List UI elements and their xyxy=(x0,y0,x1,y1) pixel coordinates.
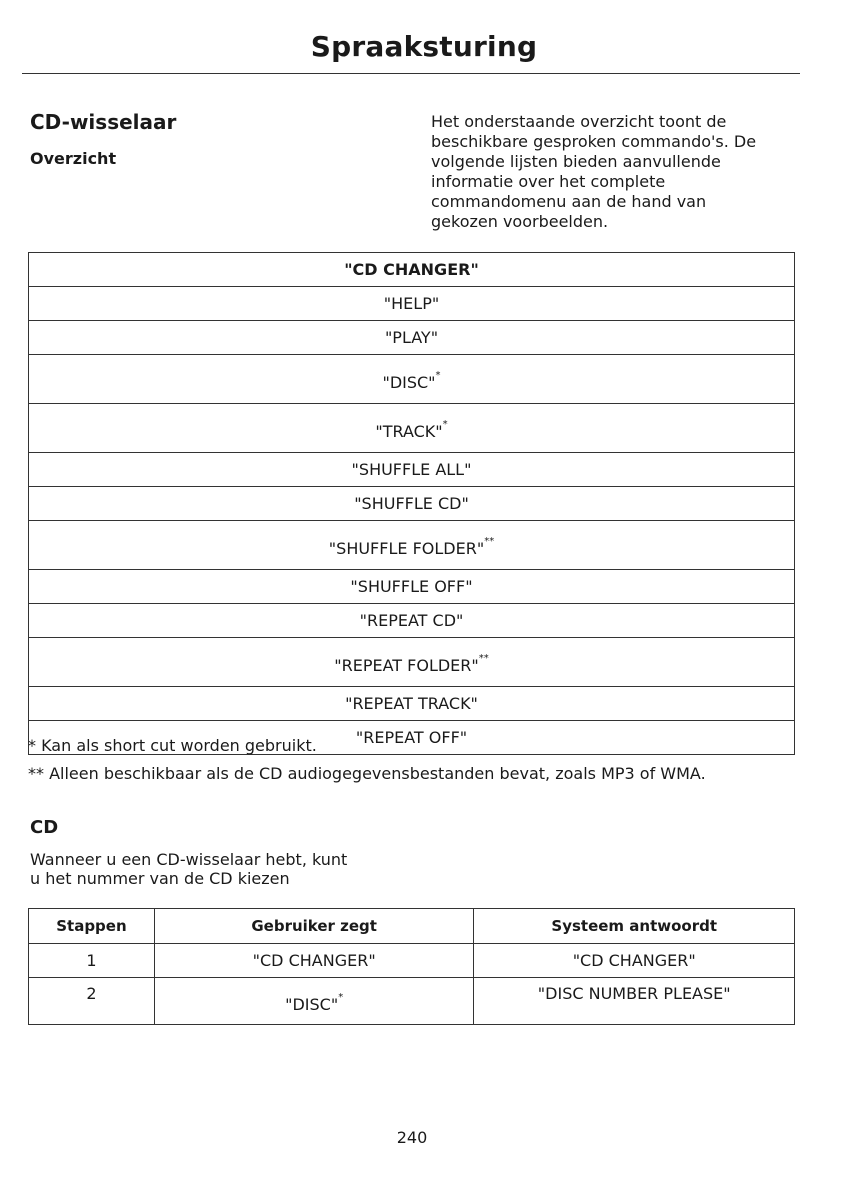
command-row xyxy=(29,570,795,604)
command-text: "PLAY" xyxy=(384,328,439,347)
command-row xyxy=(29,453,795,487)
command-table xyxy=(28,252,795,755)
command-row xyxy=(29,355,795,404)
steps-table xyxy=(28,908,795,1025)
cd-text-line: u het nummer van de CD kiezen xyxy=(30,869,290,888)
command-text: "SHUFFLE FOLDER" xyxy=(328,538,485,558)
cd-text-line: Wanneer u een CD-wisselaar hebt, kunt xyxy=(30,850,348,869)
command-footnote-mark: ** xyxy=(478,652,489,664)
steps-header-gebruiker: Gebruiker zegt xyxy=(154,909,474,944)
command-text: "REPEAT FOLDER" xyxy=(334,655,479,675)
command-table-header-row xyxy=(29,253,795,287)
page-number: 240 xyxy=(396,1128,428,1147)
command-row xyxy=(29,321,795,355)
title-divider xyxy=(22,73,800,74)
command-cell xyxy=(29,638,795,687)
cd-section-title: CD xyxy=(30,817,59,838)
system-answers: "DISC NUMBER PLEASE" xyxy=(474,978,795,1025)
command-cell xyxy=(29,570,795,604)
command-footnote-mark: ** xyxy=(484,535,495,547)
user-says xyxy=(154,944,474,978)
command-cell xyxy=(29,287,795,321)
command-row xyxy=(29,487,795,521)
command-cell xyxy=(29,487,795,521)
command-footnote-mark: * xyxy=(435,369,441,381)
command-cell xyxy=(29,453,795,487)
command-text: "REPEAT OFF" xyxy=(355,728,468,747)
user-says-mark: * xyxy=(338,991,344,1003)
command-row xyxy=(29,404,795,453)
steps-header-systeem: Systeem antwoordt xyxy=(474,909,795,944)
command-text: "REPEAT TRACK" xyxy=(345,694,478,713)
page-title: Spraaksturing xyxy=(310,30,538,63)
command-cell xyxy=(29,687,795,721)
command-text: "TRACK" xyxy=(375,421,443,441)
command-row xyxy=(29,604,795,638)
intro-line: volgende lijsten bieden aanvullende xyxy=(431,152,721,171)
command-text: "SHUFFLE OFF" xyxy=(350,577,473,596)
command-text: "HELP" xyxy=(383,294,440,313)
command-footnote-mark: * xyxy=(442,418,448,430)
steps-header-stappen: Stappen xyxy=(29,909,155,944)
footnote-mp3-wma: ** Alleen beschikbaar als de CD audiogegevensbestanden bevat, zoals MP3 of WMA. xyxy=(28,764,706,783)
intro-line: informatie over het complete xyxy=(431,172,666,191)
intro-line: gekozen voorbeelden. xyxy=(431,212,609,231)
steps-row xyxy=(29,978,795,1025)
user-says xyxy=(154,978,474,1025)
command-row xyxy=(29,687,795,721)
command-table-header: "CD CHANGER" xyxy=(29,253,795,287)
command-cell xyxy=(29,604,795,638)
command-text: "SHUFFLE CD" xyxy=(354,494,469,513)
step-number: 2 xyxy=(29,978,155,1025)
section-title: CD-wisselaar xyxy=(30,110,177,134)
cd-section-text xyxy=(30,850,347,888)
step-number: 1 xyxy=(29,944,155,978)
user-says-text: "DISC" xyxy=(285,994,339,1014)
command-cell xyxy=(29,355,795,404)
intro-line: commandomenu aan de hand van xyxy=(431,192,707,211)
command-row xyxy=(29,287,795,321)
subsection-title: Overzicht xyxy=(30,149,117,168)
command-row xyxy=(29,521,795,570)
command-text: "REPEAT CD" xyxy=(359,611,464,630)
steps-row xyxy=(29,944,795,978)
user-says-text: "CD CHANGER" xyxy=(252,951,376,970)
footnote-shortcut: * Kan als short cut worden gebruikt. xyxy=(28,736,317,755)
system-answers: "CD CHANGER" xyxy=(474,944,795,978)
intro-paragraph xyxy=(431,112,811,232)
intro-line: beschikbare gesproken commando's. De xyxy=(431,132,757,151)
command-cell xyxy=(29,321,795,355)
command-cell xyxy=(29,404,795,453)
command-text: "SHUFFLE ALL" xyxy=(351,460,472,479)
command-text: "DISC" xyxy=(382,372,436,392)
intro-line: Het onderstaande overzicht toont de xyxy=(431,112,727,131)
command-row xyxy=(29,638,795,687)
steps-header-row xyxy=(29,909,795,944)
command-cell xyxy=(29,521,795,570)
